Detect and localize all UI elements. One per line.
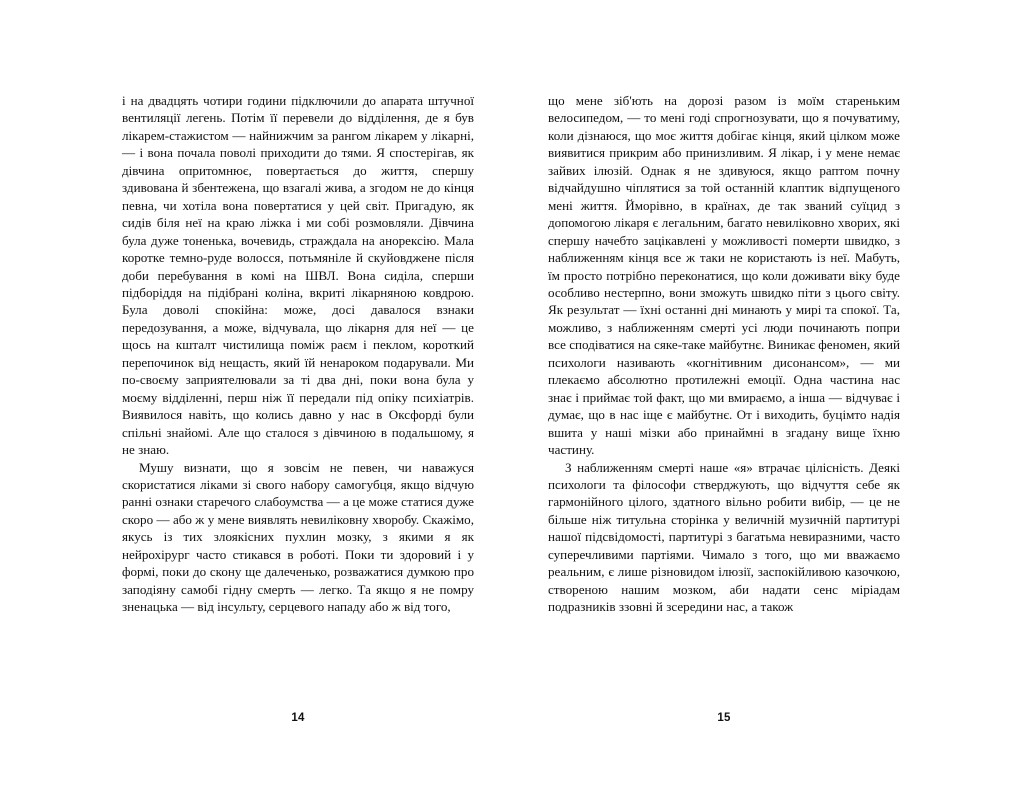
right-page-text-column bbox=[548, 92, 900, 616]
page-left bbox=[122, 92, 474, 796]
page-right bbox=[548, 92, 900, 796]
paragraph: що мене зіб'ють на дорозі разом із моїм стареньким велосипедом, — то мені годі спрогнозувати, що я почуватиму, коли дізнаюся, що моє життя добігає кінця, який цілком може виявитися прикрим або принизливим. Я лікар, і у мене немає зайвих ілюзій. Однак я не здивуюся, якщо раптом почну відчайдушно чіплятися за той останній клаптик відпущеного мені життя. Йморівно, в країнах, де так званий суїцид з допомогою лікаря є легальним, багато невиліковно хворих, які спершу начебто зацікавлені у можливості померти швидко, з наближенням кінця все ж таки не користають із неї. Мабуть, їм просто потрібно переконатися, що коли доживати віку буде особливо нестерпно, вони зможуть швидко піти з цього світу. Як результат — їхні останні дні минають у мирі та спокої. Та, можливо, з наближенням смерті усі люди починають попри все сподіватися на сяке-таке майбутнє. Виникає феномен, який психологи називають «когнітивним дисонансом», — ми плекаємо абсолютно протилежні емоції. Одна частина нас знає і приймає той факт, що ми вмираємо, а інша — відчуває і думає, що в нас іще є майбутнє. От і виходить, буцімто надія вшита у наші мізки або принаймні в згадану вище їхню частину. bbox=[548, 93, 900, 458]
page-number-left: 14 bbox=[291, 712, 305, 724]
paragraph: Мушу визнати, що я зовсім не певен, чи наважуся скористатися ліками зі свого набору самогубця, якщо відчую ранні ознаки старечого слабоумства — а це може статися дуже скоро — або ж у мене виявлять невиліковну хворобу. Скажімо, якусь із тих злоякісних пухлин мозку, з якими я як нейрохірург часто стикався в роботі. Поки ти здоровий і у формі, поки до скону ще далеченько, розважатися думкою про заподіяну самобі гідну смерть — легко. Та якщо я не помру зненацька — від інсульту, серцевого нападу або ж від того, bbox=[122, 459, 474, 615]
left-page-text-column bbox=[122, 92, 474, 616]
paragraph: і на двадцять чотири години підключили до апарата штучної вентиляції легень. Потім її перевели до відділення, де я був лікарем-стажистом — найнижчим за рангом лікарем у лікарні, — і вона почала поволі приходити до тями. Я спостерігав, як дівчина опритомнює, повертається до життя, спершу здивована й збентежена, що взагалі жива, а згодом не до кінця певна, чи хотіла вона повертатися у цей світ. Пригадую, як сидів біля неї на краю ліжка і ми собі розмовляли. Дівчина була дуже тоненька, вочевидь, страждала на анорексію. Мала коротке темно-руде волосся, потьмяніле й скуйовджене після доби перебування в комі на ШВЛ. Вона сиділа, сперши підборіддя на підібрані коліна, вкриті лікарняною ковдрою. Була доволі спокійна: може, досі давалося взнаки передозування, а може, відчувала, що лікарня для неї — це щось на кшталт чистилища поміж раєм і пеклом, короткий перепочинок від нещасть, який їй ненароком подарували. Ми по-своєму заприятелювали за ті два дні, поки вона була у моєму відділенні, перш ніж її передали під опіку психіатрів. Виявилося навіть, що колись давно у нас в Оксфорді були спільні знайомі. Але що сталося з дівчиною в подальшому, я не знаю. bbox=[122, 93, 474, 458]
page-number-right: 15 bbox=[717, 712, 731, 724]
paragraph: З наближенням смерті наше «я» втрачає цілісність. Деякі психологи та філософи стверджують, що відчуття себе як гармонійного цілого, здатного вільно робити вибір, — це не більше ніж титульна сторінка у величній музичній партитурі нашої підсвідомості, партитурі з багатьма невиразними, часто суперечливими партіями. Чимало з того, що ми вважаємо реальним, є лише різновидом ілюзії, заспокійливою казочкою, створеною нашим мозком, аби надати сенс міріадам подразників ззовні й зсередини нас, а також bbox=[548, 459, 900, 615]
